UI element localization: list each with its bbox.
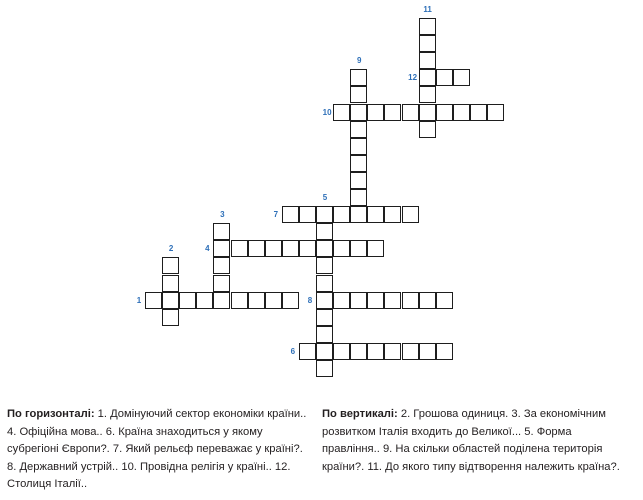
crossword-cell[interactable] [487, 104, 504, 121]
crossword-cell[interactable] [367, 292, 384, 309]
crossword-cell[interactable] [419, 18, 436, 35]
crossword-cell[interactable] [350, 155, 367, 172]
down-heading: По вертикалі: [322, 408, 398, 420]
crossword-cell[interactable] [265, 240, 282, 257]
crossword-cell[interactable] [402, 292, 419, 309]
crossword-cell[interactable] [350, 240, 367, 257]
crossword-cell[interactable] [419, 343, 436, 360]
clue-number-8: 8 [307, 295, 313, 305]
crossword-cell[interactable] [419, 292, 436, 309]
crossword-cell[interactable] [282, 206, 299, 223]
crossword-cell[interactable] [248, 292, 265, 309]
clue-number-6: 6 [290, 346, 296, 356]
across-clue-text: 1. Домінуючий сектор економіки країни.. 4. Офіційна мова.. 6. Країна знаходиться у якому субрегіоні Європи?. 7. Який рельєф переважає у країні?. 8. Державний устрій.. 10. Провідна релігія у країні.. 12. Столиця Італії.. [7, 408, 307, 490]
crossword-cell[interactable] [350, 138, 367, 155]
crossword-cell[interactable] [213, 257, 230, 274]
crossword-cell[interactable] [419, 86, 436, 103]
crossword-cell[interactable] [231, 292, 248, 309]
crossword-cell[interactable] [367, 104, 384, 121]
crossword-cell[interactable] [145, 292, 162, 309]
crossword-cell[interactable] [162, 292, 179, 309]
crossword-cell[interactable] [384, 343, 401, 360]
crossword-cell[interactable] [333, 104, 350, 121]
clue-number-7: 7 [273, 210, 279, 220]
crossword-cell[interactable] [384, 292, 401, 309]
crossword-cell[interactable] [179, 292, 196, 309]
crossword-cell[interactable] [248, 240, 265, 257]
crossword-cell[interactable] [213, 275, 230, 292]
crossword-cell[interactable] [213, 223, 230, 240]
crossword-cell[interactable] [436, 69, 453, 86]
crossword-cell[interactable] [402, 343, 419, 360]
crossword-cell[interactable] [282, 292, 299, 309]
crossword-cell[interactable] [350, 172, 367, 189]
across-clues [7, 406, 309, 494]
crossword-cell[interactable] [316, 292, 333, 309]
crossword-cell[interactable] [402, 206, 419, 223]
crossword-cell[interactable] [367, 343, 384, 360]
crossword-cell[interactable] [316, 360, 333, 377]
crossword-cell[interactable] [162, 275, 179, 292]
crossword-cell[interactable] [316, 275, 333, 292]
crossword-cell[interactable] [162, 309, 179, 326]
crossword-cell[interactable] [316, 206, 333, 223]
crossword-cell[interactable] [350, 86, 367, 103]
crossword-cell[interactable] [333, 343, 350, 360]
crossword-cell[interactable] [419, 52, 436, 69]
crossword-cell[interactable] [367, 240, 384, 257]
clue-number-1: 1 [136, 295, 142, 305]
crossword-cell[interactable] [470, 104, 487, 121]
clue-number-3: 3 [220, 210, 225, 220]
down-clue-text: 2. Грошова одиниця. 3. За економічним розвитком Італія входить до Великої... 5. Форма правління.. 9. На скільки областей поділена територія країни?. 11. До якого типу відтворення належить країна?. [322, 408, 620, 473]
crossword-cell[interactable] [350, 292, 367, 309]
crossword-cell[interactable] [333, 292, 350, 309]
crossword-cell[interactable] [436, 343, 453, 360]
crossword-cell[interactable] [231, 240, 248, 257]
crossword-cell[interactable] [316, 240, 333, 257]
across-heading: По горизонталі: [7, 408, 95, 420]
crossword-cell[interactable] [316, 343, 333, 360]
crossword-cell[interactable] [402, 104, 419, 121]
crossword-cell[interactable] [367, 206, 384, 223]
crossword-cell[interactable] [299, 240, 316, 257]
crossword-cell[interactable] [299, 206, 316, 223]
down-clues [322, 406, 622, 476]
clue-number-5: 5 [322, 193, 328, 203]
crossword-cell[interactable] [333, 206, 350, 223]
crossword-cell[interactable] [299, 343, 316, 360]
clue-number-11: 11 [423, 5, 432, 14]
crossword-cell[interactable] [453, 69, 470, 86]
crossword-cell[interactable] [350, 121, 367, 138]
crossword-cell[interactable] [333, 240, 350, 257]
clue-number-10: 10 [322, 107, 332, 117]
clue-number-2: 2 [168, 244, 174, 254]
crossword-cell[interactable] [162, 257, 179, 274]
crossword-cell[interactable] [316, 326, 333, 343]
crossword-cell[interactable] [350, 189, 367, 206]
crossword-cell[interactable] [419, 104, 436, 121]
crossword-cell[interactable] [213, 292, 230, 309]
crossword-cell[interactable] [350, 206, 367, 223]
crossword-cell[interactable] [265, 292, 282, 309]
crossword-cell[interactable] [436, 292, 453, 309]
crossword-cell[interactable] [350, 104, 367, 121]
crossword-cell[interactable] [384, 104, 401, 121]
crossword-cell[interactable] [384, 206, 401, 223]
clue-number-9: 9 [356, 56, 362, 66]
crossword-cell[interactable] [453, 104, 470, 121]
clue-number-12: 12 [408, 73, 418, 83]
crossword-cell[interactable] [419, 35, 436, 52]
clue-number-4: 4 [205, 244, 210, 254]
crossword-cell[interactable] [419, 121, 436, 138]
crossword-cell[interactable] [196, 292, 213, 309]
crossword-cell[interactable] [350, 343, 367, 360]
crossword-cell[interactable] [419, 69, 436, 86]
crossword-cell[interactable] [350, 69, 367, 86]
crossword-cell[interactable] [316, 223, 333, 240]
crossword-cell[interactable] [436, 104, 453, 121]
crossword-cell[interactable] [282, 240, 299, 257]
crossword-cell[interactable] [316, 309, 333, 326]
crossword-cell[interactable] [213, 240, 230, 257]
crossword-cell[interactable] [316, 257, 333, 274]
